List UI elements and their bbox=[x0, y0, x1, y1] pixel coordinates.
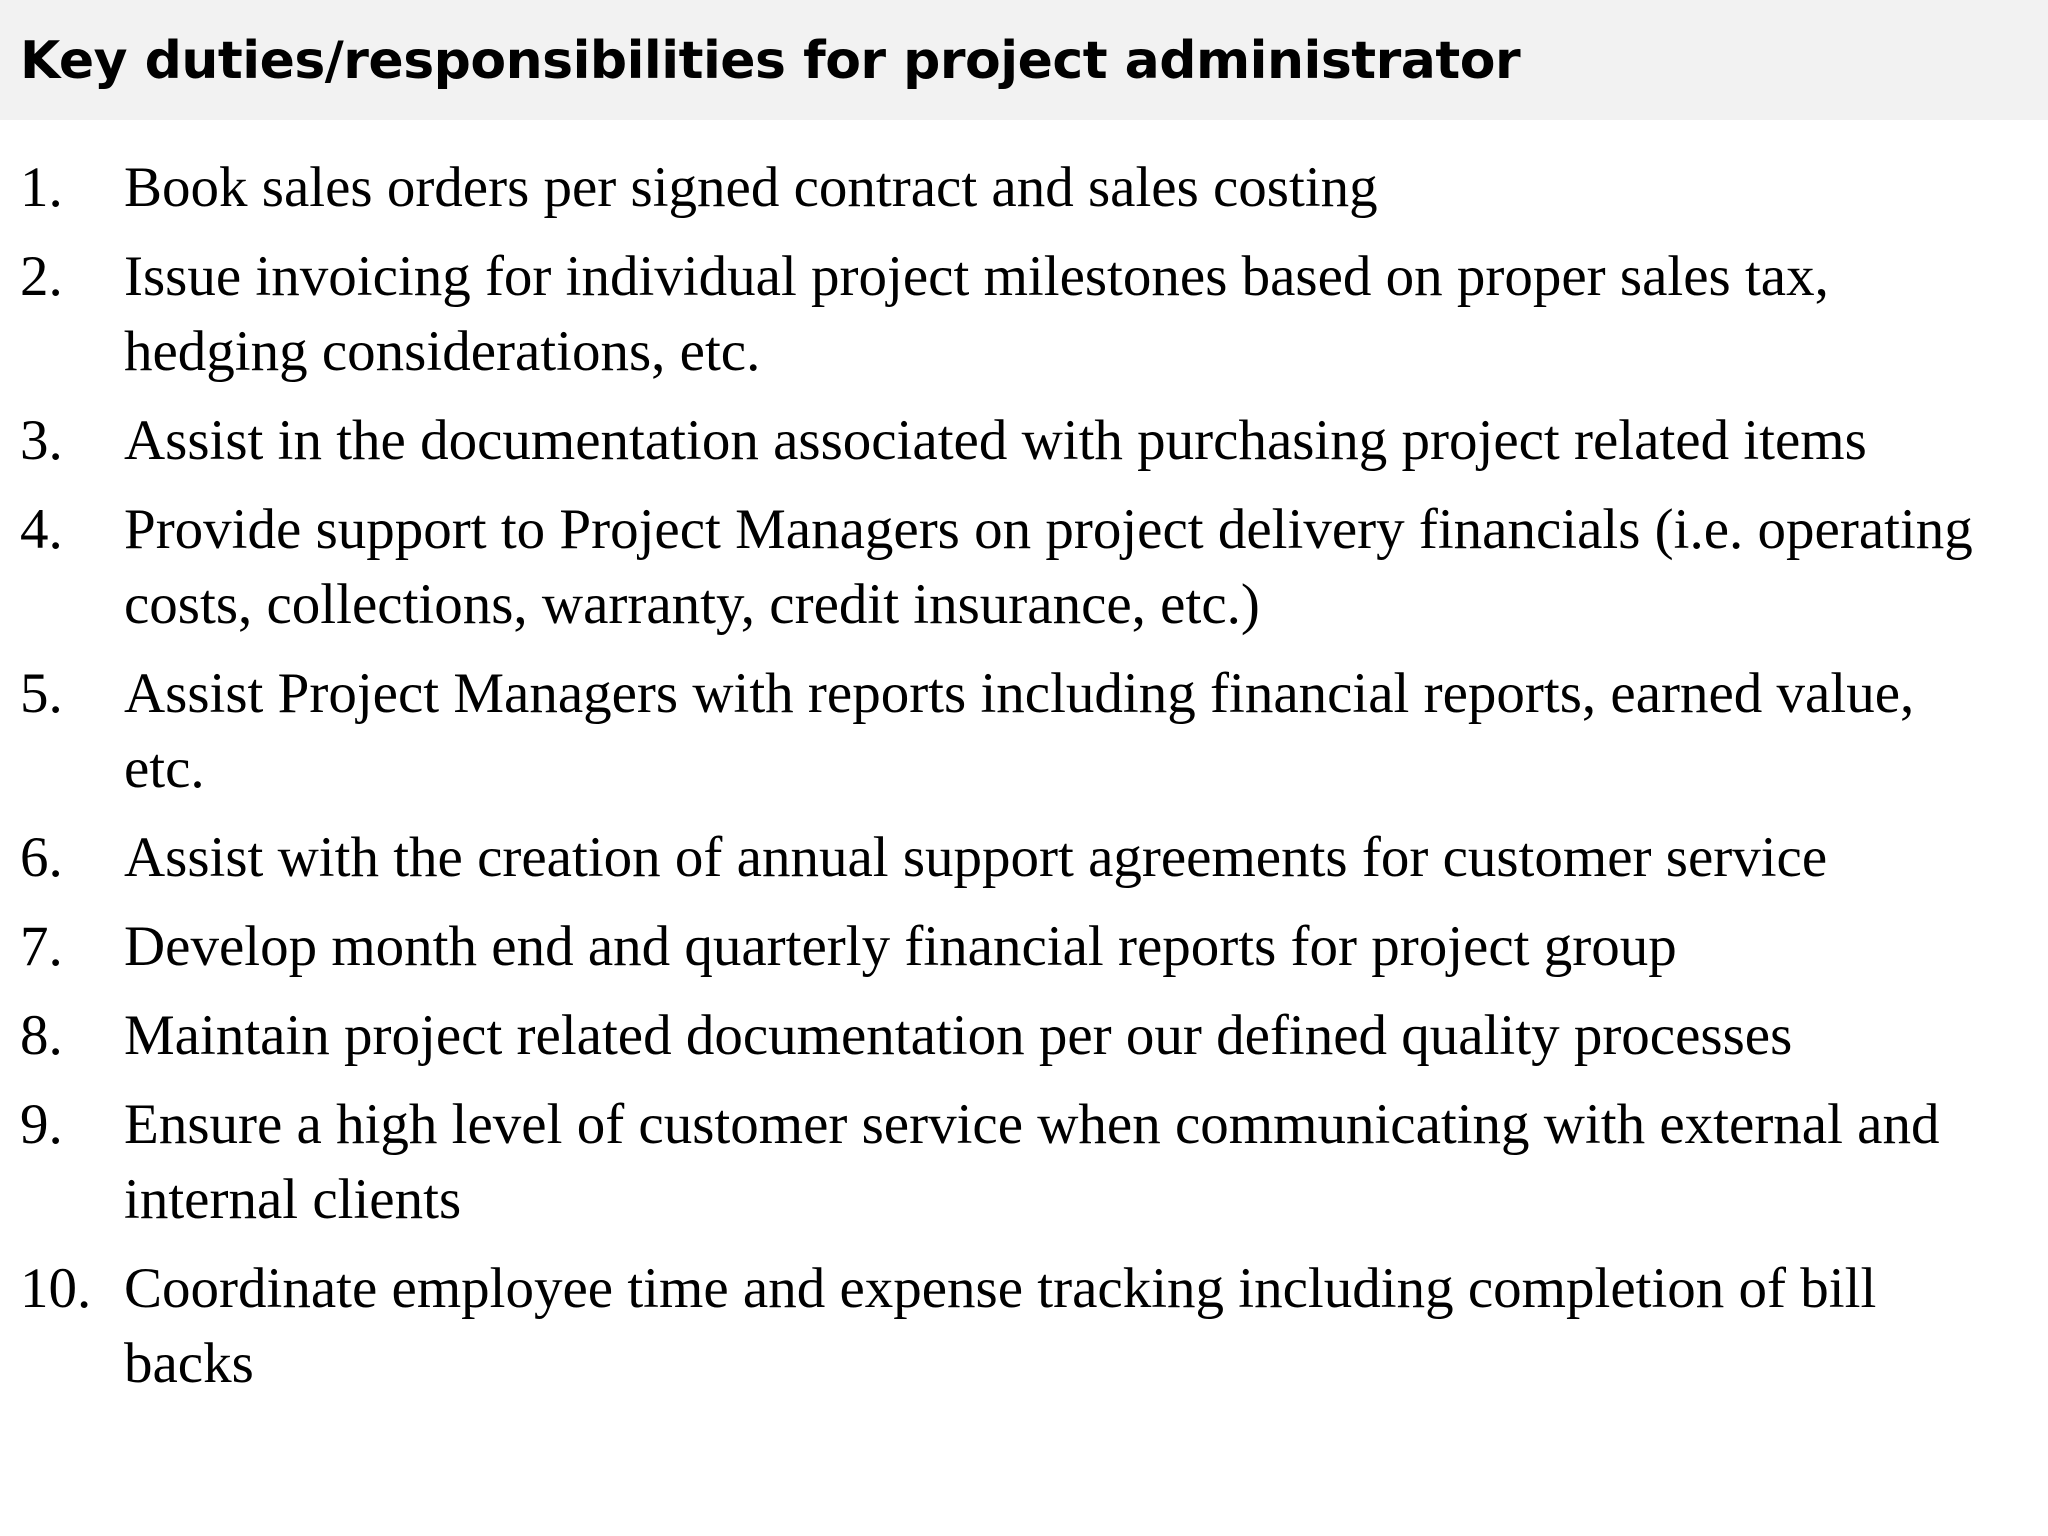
item-number: 5. bbox=[20, 662, 63, 725]
title-bar bbox=[0, 0, 2048, 120]
item-text: Develop month end and quarterly financial reports for project group bbox=[124, 915, 1677, 978]
item-number: 3. bbox=[20, 409, 63, 472]
item-text: Assist with the creation of annual support agreements for customer service bbox=[124, 826, 1828, 889]
list-item bbox=[0, 239, 2048, 389]
list-item bbox=[0, 1087, 2048, 1237]
item-number: 4. bbox=[20, 498, 63, 561]
item-text: Issue invoicing for individual project milestones based on proper sales tax, hedging considerations, etc. bbox=[124, 245, 1829, 383]
item-text: Assist in the documentation associated with purchasing project related items bbox=[124, 409, 1867, 472]
item-number: 7. bbox=[20, 915, 63, 978]
item-number: 2. bbox=[20, 245, 63, 308]
item-text: Coordinate employee time and expense tracking including completion of bill backs bbox=[124, 1257, 1877, 1395]
item-number: 1. bbox=[20, 156, 63, 219]
list-item bbox=[0, 150, 2048, 225]
list-item bbox=[0, 909, 2048, 984]
item-number: 6. bbox=[20, 826, 63, 889]
list-item bbox=[0, 820, 2048, 895]
item-number: 10. bbox=[20, 1257, 92, 1320]
list-item bbox=[0, 492, 2048, 642]
item-number: 8. bbox=[20, 1004, 63, 1067]
list-item bbox=[0, 403, 2048, 478]
item-number: 9. bbox=[20, 1093, 63, 1156]
item-text: Book sales orders per signed contract and sales costing bbox=[124, 156, 1378, 219]
item-text: Provide support to Project Managers on project delivery financials (i.e. operating costs, collections, warranty, credit insurance, etc.) bbox=[124, 498, 1973, 636]
item-text: Maintain project related documentation per our defined quality processes bbox=[124, 1004, 1793, 1067]
list-item bbox=[0, 656, 2048, 806]
item-text: Assist Project Managers with reports including financial reports, earned value, etc. bbox=[124, 662, 1915, 800]
list-item bbox=[0, 1251, 2048, 1401]
duties-list bbox=[0, 150, 2048, 1415]
page-title: Key duties/responsibilities for project administrator bbox=[20, 31, 1521, 91]
item-text: Ensure a high level of customer service when communicating with external and internal clients bbox=[124, 1093, 1940, 1231]
list-item bbox=[0, 998, 2048, 1073]
